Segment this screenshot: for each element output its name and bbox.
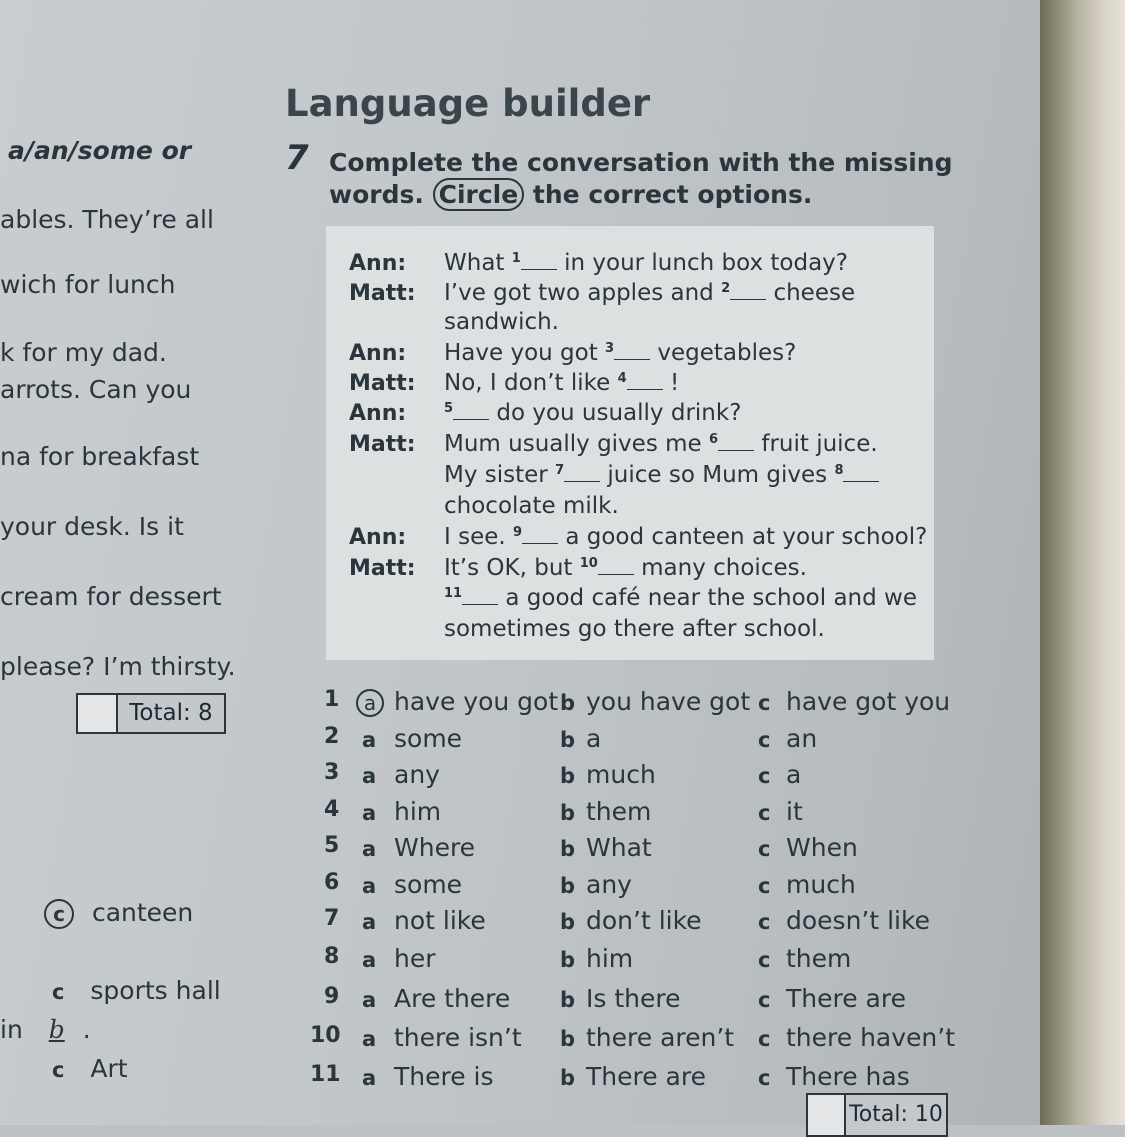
gap-number: 5 [444,401,454,416]
option-letter-b[interactable] [560,1023,575,1052]
handwritten-answer: b [48,1015,65,1044]
dialogue-line [444,524,927,550]
option-text-b[interactable]: any [586,870,632,899]
option-letter-a[interactable] [362,984,376,1013]
left-line: wich for lunch [0,270,176,299]
dialogue-text: in your lunch box today? [556,250,848,276]
left-line: arrots. Can you [0,375,192,404]
option-text-b[interactable]: them [586,797,652,826]
dialogue-line [444,370,679,396]
option-letter[interactable]: c [758,948,771,972]
option-letter-c[interactable] [758,724,770,753]
option-text-b[interactable]: What [586,833,652,862]
option-letter-a[interactable] [362,724,376,753]
option-text-b[interactable]: him [586,944,634,973]
dialogue-text: sandwich. [444,309,559,335]
question-number: 9 [324,984,340,1009]
option-letter-b[interactable] [560,760,575,789]
left-line: your desk. Is it [0,512,184,541]
dialogue-text: cheese [766,280,856,306]
speaker-label: Matt: [349,556,416,581]
left-option-art [52,1054,128,1083]
option-letter[interactable]: c [758,691,771,715]
option-letter[interactable]: c [758,874,771,898]
circle-word: Circle [433,178,525,211]
dialogue-line [444,309,559,335]
option-letter-b[interactable] [560,1062,575,1091]
answer-blank[interactable] [843,463,879,482]
dialogue-text: I see. [444,524,513,550]
option-letter-a[interactable] [362,1023,376,1052]
option-text-a[interactable]: there isn’t [394,1023,522,1052]
speaker-label: Ann: [349,251,407,276]
left-in-line [0,1015,91,1044]
instruction-line [329,179,953,211]
option-text-a[interactable]: not like [394,906,486,935]
option-letter[interactable]: b [560,988,576,1012]
speaker-label: Matt: [349,281,416,306]
speaker-label: Ann: [349,525,407,550]
instruction-text: words. [329,180,424,209]
question-number: 3 [324,760,340,785]
gap-number: 1 [511,251,521,266]
option-letter-a[interactable] [362,833,376,862]
option-letter[interactable]: c [758,1066,771,1090]
total-box-right [806,1093,948,1137]
question-number: 8 [324,944,340,969]
gap-number: 3 [605,341,615,356]
option-text-c[interactable]: have got you [786,687,951,716]
option-letter-b[interactable] [560,984,575,1013]
dialogue-text: My sister [444,462,556,488]
option-text-b[interactable]: there aren’t [586,1023,735,1052]
option-letter-b[interactable] [560,724,575,753]
option-letter[interactable]: a [362,948,377,972]
option-text-c[interactable]: a [786,760,802,789]
option-text-c[interactable]: an [786,724,818,753]
gap-number: 11 [444,586,463,601]
option-letter-c[interactable] [758,1062,770,1091]
option-letter[interactable]: b [560,948,576,972]
option-letter[interactable]: b [560,1066,576,1090]
option-letter-c[interactable] [758,984,770,1013]
exercise-number: 7 [285,138,309,178]
answer-blank[interactable] [462,586,498,605]
answer-blank[interactable] [598,556,634,575]
option-text-b[interactable]: much [586,760,656,789]
question-number: 11 [310,1062,341,1087]
dialogue-text: a good canteen at your school? [558,524,928,550]
option-letter-a[interactable] [362,1062,376,1091]
dialogue-text: It’s OK, but [444,555,580,581]
dialogue-line [444,431,878,457]
question-number: 5 [324,833,340,858]
page-edge [1040,0,1125,1125]
dialogue-text: vegetables? [650,340,797,366]
dialogue-text: chocolate milk. [444,493,619,519]
option-letter[interactable]: a [362,1027,377,1051]
option-letter[interactable]: b [560,691,576,715]
option-text-c[interactable]: them [786,944,852,973]
option-text: Art [90,1054,128,1083]
option-letter-b[interactable] [560,687,575,716]
option-letter[interactable]: b [560,764,576,788]
answer-blank[interactable] [521,251,557,270]
option-letter[interactable]: c [758,988,771,1012]
left-line: cream for dessert [0,582,222,611]
option-text-c[interactable]: much [786,870,856,899]
option-letter-c[interactable] [758,944,770,973]
score-input-box[interactable] [78,695,118,732]
option-letter[interactable]: a [362,764,377,788]
score-input-box[interactable] [808,1095,846,1135]
exercise-instruction [329,147,953,211]
dialogue-text: juice so Mum gives [600,462,835,488]
dialogue-line [444,280,855,306]
answer-blank[interactable] [614,341,650,360]
gap-number: 4 [617,371,627,386]
option-letter-b[interactable] [560,906,575,935]
option-letter-a[interactable] [362,944,376,973]
circled-letter: c [44,899,74,929]
option-letter[interactable]: a [362,874,377,898]
gap-number: 2 [721,281,731,296]
left-text: in [0,1015,23,1044]
option-text-a[interactable]: Where [394,833,476,862]
option-text-c[interactable]: it [786,797,803,826]
option-letter[interactable]: c [758,910,771,934]
option-text-b[interactable]: Is there [586,984,681,1013]
left-text: . [82,1015,91,1044]
option-text-b[interactable]: you have got [586,687,751,716]
instruction-line: Complete the conversation with the missing [329,148,953,177]
option-text-c[interactable]: there haven’t [786,1023,956,1052]
option-text: sports hall [90,976,221,1005]
option-text: canteen [91,898,194,927]
option-letter[interactable]: c [758,728,771,752]
option-text-a[interactable]: any [394,760,440,789]
dialogue-text: sometimes go there after school. [444,616,825,642]
answer-blank[interactable] [453,401,489,420]
option-text-c[interactable]: There has [786,1062,910,1091]
dialogue-line [444,585,917,611]
option-letter-a[interactable] [362,906,376,935]
dialogue-text: I’ve got two apples and [444,280,722,306]
option-letter[interactable]: a [362,910,377,934]
option-letter[interactable]: b [560,874,576,898]
circled-option-letter[interactable]: a [356,689,384,717]
dialogue-text: many choices. [633,555,807,581]
question-number: 7 [324,906,340,931]
option-letter[interactable]: c [758,764,771,788]
option-letter-b[interactable] [560,797,575,826]
option-letter[interactable]: c [758,801,771,825]
option-letter[interactable]: b [560,910,576,934]
question-number: 2 [324,724,340,749]
answer-blank[interactable] [564,463,600,482]
dialogue-text: Have you got [444,340,606,366]
left-option-canteen [44,898,193,929]
option-text-a[interactable]: her [394,944,436,973]
dialogue-line [444,462,879,488]
total-label: Total: 10 [849,1102,943,1127]
option-text-c[interactable]: When [786,833,858,862]
question-number: 4 [324,797,340,822]
dialogue-line [444,555,807,581]
option-text-a[interactable]: some [394,870,463,899]
left-line: na for breakfast [0,442,200,471]
option-letter-c[interactable] [758,797,770,826]
option-letter[interactable]: b [560,837,576,861]
option-letter[interactable]: c [758,837,771,861]
total-label: Total: 8 [129,700,213,726]
option-letter-b[interactable] [560,944,575,973]
option-letter-c[interactable] [758,760,770,789]
dialogue-line [444,400,741,426]
speaker-label: Matt: [349,432,416,457]
dialogue-text: do you usually drink? [489,400,742,426]
option-letter[interactable]: c [758,1027,771,1051]
option-text-a[interactable]: There is [394,1062,494,1091]
dialogue-text: a good café near the school and we [498,585,918,611]
option-letter[interactable]: a [362,801,377,825]
speaker-label: Ann: [349,401,407,426]
option-letter[interactable]: a [362,728,377,752]
option-text-b[interactable]: a [586,724,602,753]
option-letter: c [52,980,65,1004]
option-letter-c[interactable] [758,687,770,716]
option-text-b[interactable]: There are [586,1062,706,1091]
option-letter[interactable]: b [560,728,576,752]
dialogue-text: What [444,250,512,276]
dialogue-text: ! [662,370,680,396]
option-text-a[interactable]: him [394,797,442,826]
left-line: please? I’m thirsty. [0,652,236,681]
dialogue-text: fruit juice. [754,431,878,457]
option-letter[interactable]: a [362,988,377,1012]
option-text-b[interactable]: don’t like [586,906,702,935]
gap-number: 9 [513,525,523,540]
answer-blank[interactable] [730,281,766,300]
answer-blank[interactable] [627,371,663,390]
left-heading: a/an/some or [8,136,192,165]
dialogue-line [444,493,619,519]
gap-number: 8 [834,463,844,478]
dialogue-text: No, I don’t like [444,370,618,396]
option-text-c[interactable]: doesn’t like [786,906,930,935]
speaker-label: Matt: [349,371,416,396]
option-letter-b[interactable] [560,870,575,899]
dialogue-line [444,616,825,642]
option-text-a[interactable]: have you got [394,687,559,716]
instruction-text: the correct options. [532,180,813,209]
total-box-left [76,693,226,734]
speaker-label: Ann: [349,341,407,366]
dialogue-line [444,340,796,366]
question-number: 10 [310,1023,341,1048]
gap-number: 6 [708,432,719,447]
option-letter-c[interactable] [758,1023,770,1052]
gap-number: 10 [579,556,598,571]
option-text-a[interactable]: some [394,724,463,753]
left-option-sports [52,976,221,1005]
answer-blank[interactable] [718,432,754,451]
gap-number: 7 [555,463,565,478]
page-title: Language builder [285,82,651,125]
option-letter[interactable]: a [362,837,377,861]
question-number: 6 [324,870,340,895]
dialogue-text: Mum usually gives me [444,431,709,457]
option-letter: c [52,1058,65,1082]
option-letter-a[interactable] [356,687,384,717]
question-number: 1 [324,687,340,712]
option-letter-a[interactable] [362,760,376,789]
left-line: ables. They’re all [0,205,214,234]
option-text-c[interactable]: There are [786,984,906,1013]
option-letter-c[interactable] [758,870,770,899]
option-text-a[interactable]: Are there [394,984,511,1013]
option-letter-b[interactable] [560,833,575,862]
option-letter-c[interactable] [758,906,770,935]
option-letter[interactable]: b [560,1027,576,1051]
option-letter-a[interactable] [362,797,376,826]
option-letter-c[interactable] [758,833,770,862]
option-letter[interactable]: b [560,801,576,825]
left-line: k for my dad. [0,338,167,367]
option-letter-a[interactable] [362,870,376,899]
option-letter[interactable]: a [362,1066,377,1090]
dialogue-line [444,250,848,276]
answer-blank[interactable] [522,525,558,544]
